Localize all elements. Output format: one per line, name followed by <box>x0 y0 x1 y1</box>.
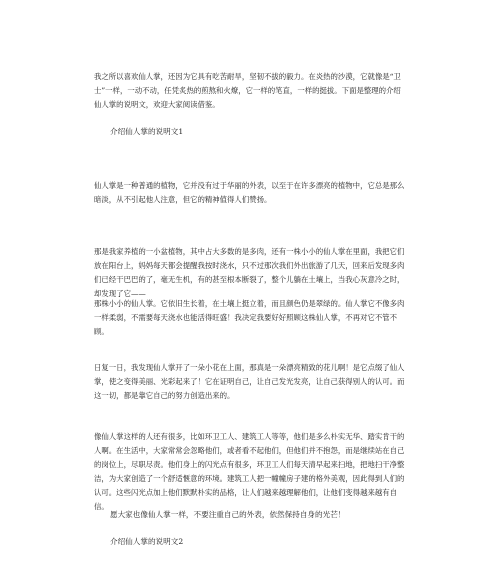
intro-paragraph: 我之所以喜欢仙人掌，还因为它具有吃苦耐旱，坚韧不拔的毅力。在炎热的沙漠，它就像是“卫士”一样，一动不动，任凭炙热的煎熬和火燎，它一样的笔直，一样的挺拔。下面是整理的介绍仙人掌的说明文，欢迎大家阅读借鉴。 <box>94 72 401 109</box>
paragraph-1: 仙人掌是一种普通的植物，它并没有过于华丽的外表，以至于在许多漂亮的植物中，它总是那么暗淡，从不引起他人注意，但它的精神值得人们赞扬。 <box>94 181 405 204</box>
paragraph-3: 日复一日，我发现仙人掌开了一朵小花在上面，那真是一朵漂亮精致的花儿啊！是它点缀了仙人掌，使之变得美丽、光彩起来了！它在证明自己，让自己发光发亮，让自己获得别人的认可。而这一切，都是靠它自己的努力创造出来的。 <box>94 363 405 400</box>
paragraph-4: 像仙人掌这样的人还有很多，比如环卫工人、建筑工人等等，他们是多么朴实无华、踏实肯干的人啊。在生活中，大家常常会忽略他们，或者看不起他们，但他们并不抱怨，而是继续站在自己的岗位上，尽职尽责。他们身上的闪光点有很多，环卫工人们每天清早起来扫地，把地扫干净整洁，为大家创造了一个舒适愜意的环境。建筑工人把一幢幢房子建的格外美观，因此得到人们的认可。这些闪光点加上他们默默朴实的品格，让人们越来越理解他们，让他们变得越来越有自信。 <box>94 432 405 511</box>
section-heading-1: 介绍仙人掌的说明文1 <box>110 127 184 136</box>
section-heading-2: 介绍仙人掌的说明文2 <box>110 537 184 546</box>
paragraph-2b: 那株小小的仙人掌。它依旧生长着，在土壤上挺立着，而且颜色仍是翠绿的。仙人掌它不像多肉一样柔弱，不需要每天浇水也能活得旺盛！我决定我要好好照顾这株仙人掌，不再对它不管不顾。 <box>94 299 405 336</box>
paragraph-5: 愿大家也像仙人掌一样，不要注重自己的外表，依然保持自身的光芒！ <box>110 510 346 519</box>
paragraph-2a: 那是我家养植的一小盆植物，其中占大多数的是多肉，还有一株小小的仙人掌在里面，我把它们放在阳台上，妈妈每天都会提醒我按时浇水，只不过那次我们外出旅游了几天，回来后发现多肉们已经干巴巴的了，毫无生机，有的甚至根本断裂了，整个儿躺在土壤上，当我心灰意冷之时，却发现了它—— <box>94 247 405 298</box>
